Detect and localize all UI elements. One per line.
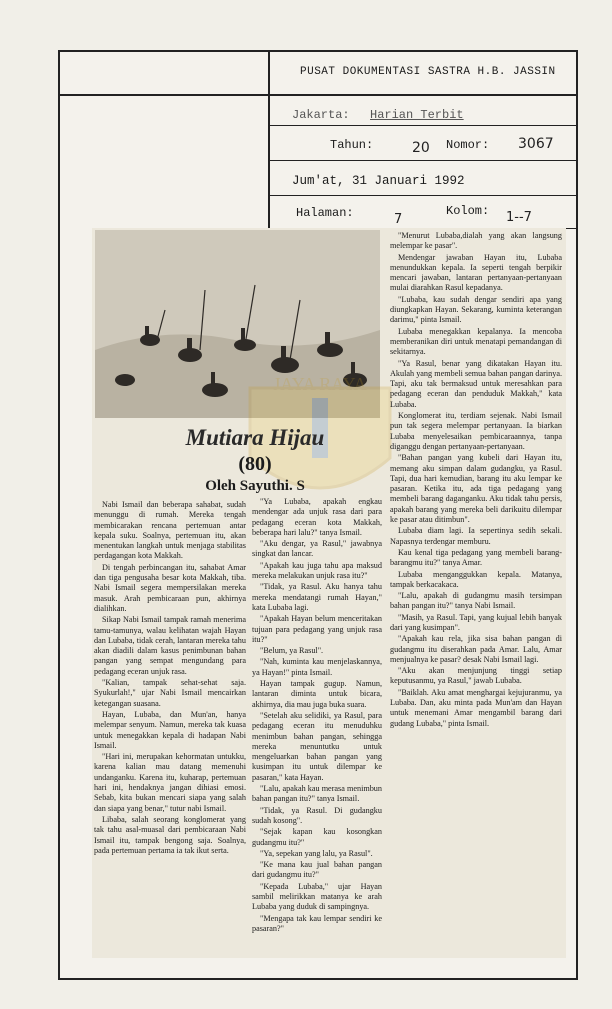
article-column-1 (94, 500, 246, 857)
article-paragraph: "Tidak, ya Rasul. Di gudangku sudah kosong". (252, 805, 382, 825)
article-paragraph: Lubaba diam lagi. Ia sepertinya sedih sekali. Napasnya terdengar memburu. (390, 526, 562, 546)
archive-name: PUSAT DOKUMENTASI SASTRA H.B. JASSIN (300, 66, 556, 78)
article-paragraph: "Nah, kuminta kau menjelaskannya, ya Hayan!" pinta Ismail. (252, 657, 382, 677)
article-paragraph: "Lalu, apakah kau merasa menimbun bahan pangan itu?" tanya Ismail. (252, 784, 382, 804)
source-value: Harian Terbit (370, 108, 464, 122)
article-paragraph: "Kalian, tampak sehat-sehat saja. Syukurlah!," ujar Nabi Ismail mencairkan ketegangan suasana. (94, 678, 246, 708)
article-paragraph: Sikap Nabi Ismail tampak ramah menerima tamu-tamunya, walau kelihatan wajah Hayan dan Lubaba, tidak cerah, lantaran mereka tahu akan diadili dalam kasus penimbunan bahan pangan yang sempat mengundang para pedagang eceran unjuk rasa. (94, 615, 246, 676)
article-paragraph: "Hari ini, merupakan kehormatan untukku, karena kalian mau datang memenuhi undanganku. Karena itu, kuharap, pertemuan hari ini, hendaknya jangan dihiasi emosi. Sebab, kita bukan mencari siapa yang salah dan siapa yang benar," tutur nabi Ismail. (94, 752, 246, 813)
article-paragraph: "Baiklah. Aku amat menghargai kejujuranmu, ya Lubaba. Dan, aku minta pada Mun'am dan Hayan untuk menemani Amar mengambil barang dari gudang Lubaba," pinta Ismail. (390, 687, 562, 728)
article-paragraph: "Masih, ya Rasul. Tapi, yang kujual lebih banyak dari yang kusimpan". (390, 612, 562, 632)
article-column-2 (252, 497, 382, 935)
form-line (268, 195, 578, 196)
source-label: Jakarta: (292, 108, 350, 122)
article-paragraph: "Sejak kapan kau kosongkan gudangmu itu?" (252, 827, 382, 847)
article-paragraph: "Aku akan menjunjung tinggi setiap keputusanmu, ya Rasul," jawab Lubaba. (390, 666, 562, 686)
article-author: Oleh Sayuthi. S (205, 478, 305, 494)
article-paragraph: "Kepada Lubaba," ujar Hayan sambil melirikkan matanya ke arah Lubaba yang duduk di sampingnya. (252, 881, 382, 912)
article-paragraph: "Ya Lubaba, apakah engkau mendengar ada unjuk rasa dari para pedagang eceran kota Makkah, beberapa hari lalu?" tanya Ismail. (252, 497, 382, 537)
column-label: Kolom: (446, 204, 490, 218)
column-value: 1--7 (506, 210, 532, 225)
article-paragraph: "Lubaba, kau sudah dengar sendiri apa yang diungkapkan Hayan. Sekarang, kuminta keterangan darimu," pinta Ismail. (390, 294, 562, 325)
article-paragraph: "Apakah Hayan belum menceritakan tujuan para pedagang yang unjuk rasa itu?" (252, 614, 382, 644)
date-value: Jum'at, 31 Januari 1992 (292, 174, 465, 188)
article-paragraph: "Apakah kau juga tahu apa maksud mereka melakukan unjuk rasa itu?" (252, 560, 382, 581)
article-paragraph: Di tengah perbincangan itu, sahabat Amar dan tiga pengusaha besar kota Makkah, tiba. Nabi Ismail segera mempersilakan mereka masuk. Arah pembicaraan pun, akhirnya dialihkan. (94, 562, 246, 613)
watermark-text: JAYA RAYA (273, 374, 367, 394)
form-line (58, 94, 578, 96)
article-paragraph: Mendengar jawaban Hayan itu, Lubaba menundukkan kepala. Ia seperti tengah berpikir mencari jawaban, lantaran pertanyaan-pertanyaan mulai diarahkan Rasul kepadanya. (390, 252, 562, 293)
article-paragraph: "Apakah kau rela, jika sisa bahan pangan di gudangmu itu diserahkan pada Amar. Lalu, Amar menjualnya ke pasar? desak Nabi Ismail lagi. (390, 634, 562, 664)
form-divider (268, 50, 270, 228)
article-paragraph: Hayan, Lubaba, dan Mun'an, hanya melempar senyum. Namun, mereka tak kuasa untuk menegakkan kepala di hadapan Nabi Ismail. (94, 709, 246, 750)
article-paragraph: "Mengapa tak kau lempar sendiri ke pasaran?" (252, 913, 382, 933)
article-paragraph: Kau kenal tiga pedagang yang membeli barang-barangmu itu?" tanya Amar. (390, 547, 562, 568)
article-paragraph: Lubaba menganggukkan kepala. Matanya, tampak berkacakaca. (390, 569, 562, 589)
article-column-3 (390, 231, 562, 730)
article-paragraph: Hayan tampak gugup. Namun, lantaran diminta untuk bicara, akhirnya, dia mau juga buka suara. (252, 679, 382, 709)
article-paragraph: "Setelah aku selidiki, ya Rasul, para pedagang eceran itu menuduhku menimbun bahan pangan, sehingga mereka menuntutku untuk mengeluarkan bahan pangan yang kusimpan itu untuk dilempar ke pasaran," kata Hayan. (252, 710, 382, 782)
article-paragraph: "Menurut Lubaba,dialah yang akan langsung melempar ke pasar". (390, 231, 562, 251)
page-label: Halaman: (296, 206, 354, 220)
article-paragraph: "Lalu, apakah di gudangmu masih tersimpan bahan pangan itu?" tanya Nabi Ismail. (390, 591, 562, 611)
article-number: (80) (238, 453, 272, 475)
article-paragraph: Konglomerat itu, terdiam sejenak. Nabi Ismail pun tak segera melempar pertanyaan. Ia biarkan Lubaba menyelesaikan pembicaraannya, tanpa diganggu dengan pertanyaan-pertanyaan. (390, 411, 562, 451)
form-line (268, 160, 578, 161)
article-paragraph: Libaba, salah seorang konglomerat yang tak tahu asal-muasal dari pembicaraan Nabi Ismail itu, tampak bengong saja. Soalnya, pada pertemuan pertama ia tak ikut serta. (94, 814, 246, 855)
article-paragraph: "Belum, ya Rasul". (260, 646, 324, 656)
article-paragraph: "Tidak, ya Rasul. Aku hanya tahu mereka mendatangi rumah Hayan," kata Lubaba lagi. (252, 582, 382, 612)
year-value: 20 (412, 140, 430, 156)
article-title: Mutiara Hijau (185, 425, 325, 450)
article-paragraph: "Ya, sepekan yang lalu, ya Rasul". (260, 848, 373, 858)
article-paragraph: Nabi Ismail dan beberapa sahabat, sudah menunggu di rumah. Mereka tengah membicarakan rencana pertemuan antar kepala suku. Soalnya, pertemuan itu, akan menentukan langkah untuk menjaga stabilitas perdagangan kota Makkah. (94, 500, 246, 561)
article-paragraph: Lubaba menegakkan kepalanya. Ia mencoba memberanikan diri untuk menatapi pemandangan di sekitarnya. (390, 326, 562, 357)
article-paragraph: "Aku dengar, ya Rasul," jawabnya singkat dan lancar. (252, 539, 382, 559)
number-value: 3067 (518, 136, 554, 152)
article-paragraph: "Ke mana kau jual bahan pangan dari gudangmu itu?" (252, 860, 382, 880)
form-line (268, 125, 578, 126)
article-paragraph: "Bahan pangan yang kubeli dari Hayan itu, memang aku simpan dalam gudangku, ya Rasul. Tapi, dua hari kemudian, barang itu aku lempar ke pasaran. Ketika itu, ada tiga pedagang yang membeli barang daganganku. Aku tidak tahu persis, apakah barang yang mereka beli darikuitu dilempar ke pasar atau ditimbun". (390, 453, 562, 525)
article-paragraph: "Ya Rasul, benar yang dikatakan Hayan itu. Akulah yang membeli semua bahan pangan darinya. Tapi, aku tak bermaksud untuk meresahkan para pedagang eceran dan penduduk Makkah," kata Lubaba. (390, 358, 562, 409)
page-value: 7 (394, 212, 403, 227)
year-label: Tahun: (330, 138, 374, 152)
number-label: Nomor: (446, 138, 490, 152)
